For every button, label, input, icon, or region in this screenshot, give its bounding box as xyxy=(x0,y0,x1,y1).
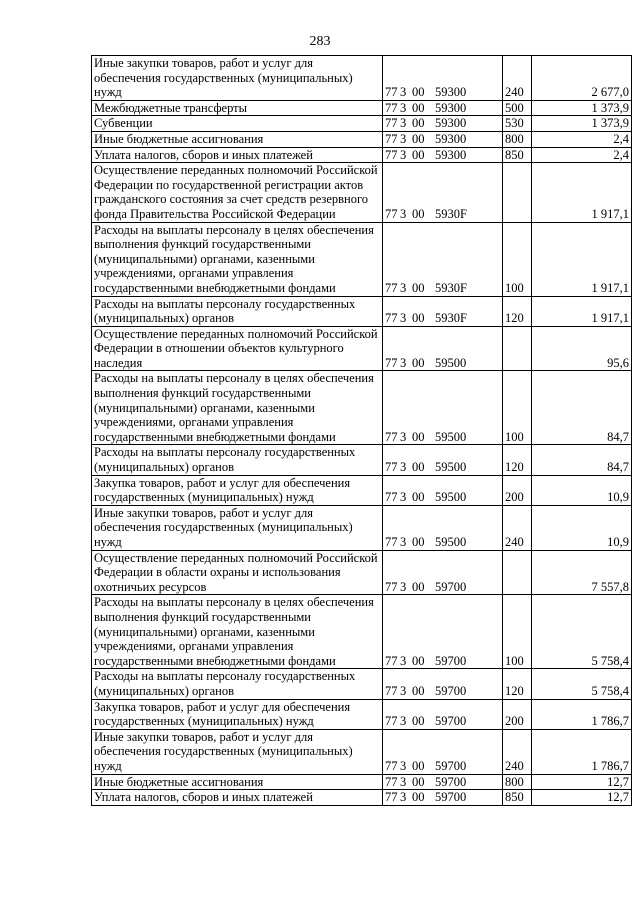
budget-table-body xyxy=(92,56,632,806)
csr-program: 77 xyxy=(385,790,398,805)
row-name: Расходы на выплаты персоналу в целях обеспечения выполнения функций государственными (муниципальными) органами, казенными учреждениями, органами управления государственными внебюджетными фондами xyxy=(92,222,383,296)
csr-direction: 59700 xyxy=(435,790,467,805)
csr-direction: 59500 xyxy=(435,429,467,444)
csr-program: 77 xyxy=(385,653,398,668)
csr-direction: 5930F xyxy=(435,311,467,326)
csr-direction: 5930F xyxy=(435,280,467,295)
csr-subprogram: 3 xyxy=(400,579,407,594)
csr-program: 77 xyxy=(385,490,398,505)
table-row xyxy=(92,550,632,595)
row-name: Закупка товаров, работ и услуг для обеспечения государственных (муниципальных) нужд xyxy=(92,475,383,505)
page-number: 283 xyxy=(309,34,331,49)
csr-event: 00 xyxy=(412,280,425,295)
csr-subprogram: 3 xyxy=(400,131,407,146)
row-name: Иные закупки товаров, работ и услуг для обеспечения государственных (муниципальных) нужд xyxy=(92,729,383,774)
row-sum: 7 557,8 xyxy=(532,550,632,595)
csr-event: 00 xyxy=(412,147,425,162)
csr-subprogram: 3 xyxy=(400,714,407,729)
row-name: Закупка товаров, работ и услуг для обеспечения государственных (муниципальных) нужд xyxy=(92,699,383,729)
row-expense-type: 120 xyxy=(503,445,532,475)
row-expense-type xyxy=(503,163,532,222)
row-name: Осуществление переданных полномочий Российской Федерации в отношении объектов культурного наследия xyxy=(92,326,383,371)
row-name: Расходы на выплаты персоналу государственных (муниципальных) органов xyxy=(92,669,383,699)
row-sum: 84,7 xyxy=(532,445,632,475)
row-expense-type: 120 xyxy=(503,669,532,699)
table-row xyxy=(92,371,632,445)
csr-program: 77 xyxy=(385,206,398,221)
row-expense-type: 100 xyxy=(503,595,532,669)
row-expense-type: 240 xyxy=(503,505,532,550)
row-name: Межбюджетные трансферты xyxy=(92,100,383,116)
table-row xyxy=(92,100,632,116)
csr-event: 00 xyxy=(412,460,425,475)
row-csr-code xyxy=(383,729,503,774)
csr-event: 00 xyxy=(412,429,425,444)
row-csr-code xyxy=(383,699,503,729)
table-row xyxy=(92,56,632,101)
table-row xyxy=(92,296,632,326)
row-sum: 2,4 xyxy=(532,131,632,147)
row-csr-code xyxy=(383,296,503,326)
csr-event: 00 xyxy=(412,714,425,729)
row-expense-type xyxy=(503,326,532,371)
row-csr-code xyxy=(383,116,503,132)
row-name: Уплата налогов, сборов и иных платежей xyxy=(92,790,383,806)
csr-direction: 59700 xyxy=(435,683,467,698)
row-sum: 5 758,4 xyxy=(532,595,632,669)
csr-subprogram: 3 xyxy=(400,206,407,221)
csr-subprogram: 3 xyxy=(400,683,407,698)
row-expense-type: 850 xyxy=(503,790,532,806)
table-row xyxy=(92,131,632,147)
csr-event: 00 xyxy=(412,116,425,131)
csr-direction: 59700 xyxy=(435,774,467,789)
row-expense-type: 200 xyxy=(503,475,532,505)
csr-program: 77 xyxy=(385,579,398,594)
row-sum: 1 786,7 xyxy=(532,699,632,729)
csr-program: 77 xyxy=(385,535,398,549)
csr-program: 77 xyxy=(385,280,398,295)
csr-event: 00 xyxy=(412,490,425,505)
row-sum: 5 758,4 xyxy=(532,669,632,699)
csr-direction: 5930F xyxy=(435,206,467,221)
csr-program: 77 xyxy=(385,131,398,146)
table-row xyxy=(92,774,632,790)
row-expense-type: 800 xyxy=(503,774,532,790)
csr-subprogram: 3 xyxy=(400,653,407,668)
table-row xyxy=(92,505,632,550)
csr-program: 77 xyxy=(385,116,398,131)
table-row xyxy=(92,222,632,296)
row-sum: 10,9 xyxy=(532,475,632,505)
csr-subprogram: 3 xyxy=(400,460,407,475)
table-row xyxy=(92,699,632,729)
csr-direction: 59700 xyxy=(435,758,467,773)
csr-direction: 59700 xyxy=(435,653,467,668)
csr-event: 00 xyxy=(412,355,425,370)
csr-event: 00 xyxy=(412,579,425,594)
row-expense-type: 500 xyxy=(503,100,532,116)
csr-direction: 59500 xyxy=(435,355,467,370)
csr-direction: 59300 xyxy=(435,85,467,100)
row-sum: 1 373,9 xyxy=(532,116,632,132)
table-row xyxy=(92,595,632,669)
csr-program: 77 xyxy=(385,100,398,115)
row-name: Иные бюджетные ассигнования xyxy=(92,131,383,147)
csr-event: 00 xyxy=(412,758,425,773)
csr-subprogram: 3 xyxy=(400,355,407,370)
row-csr-code xyxy=(383,669,503,699)
table-row xyxy=(92,326,632,371)
csr-event: 00 xyxy=(412,774,425,789)
row-sum: 1 917,1 xyxy=(532,163,632,222)
row-name: Расходы на выплаты персоналу в целях обеспечения выполнения функций государственными (муниципальными) органами, казенными учреждениями, органами управления государственными внебюджетными фондами xyxy=(92,371,383,445)
csr-direction: 59300 xyxy=(435,147,467,162)
row-csr-code xyxy=(383,147,503,163)
row-expense-type: 530 xyxy=(503,116,532,132)
csr-event: 00 xyxy=(412,85,425,100)
row-sum: 84,7 xyxy=(532,371,632,445)
row-sum: 1 917,1 xyxy=(532,222,632,296)
csr-subprogram: 3 xyxy=(400,790,407,805)
csr-program: 77 xyxy=(385,774,398,789)
row-sum: 12,7 xyxy=(532,790,632,806)
csr-event: 00 xyxy=(412,535,425,549)
csr-program: 77 xyxy=(385,429,398,444)
csr-direction: 59300 xyxy=(435,116,467,131)
row-expense-type: 200 xyxy=(503,699,532,729)
row-expense-type: 100 xyxy=(503,371,532,445)
table-row xyxy=(92,445,632,475)
row-name: Иные закупки товаров, работ и услуг для обеспечения государственных (муниципальных) нужд xyxy=(92,56,383,101)
csr-direction: 59500 xyxy=(435,490,467,505)
csr-direction: 59700 xyxy=(435,579,467,594)
row-expense-type: 240 xyxy=(503,56,532,101)
row-csr-code xyxy=(383,550,503,595)
row-expense-type xyxy=(503,550,532,595)
table-row xyxy=(92,669,632,699)
csr-event: 00 xyxy=(412,131,425,146)
row-expense-type: 240 xyxy=(503,729,532,774)
row-sum: 12,7 xyxy=(532,774,632,790)
csr-program: 77 xyxy=(385,311,398,326)
csr-program: 77 xyxy=(385,758,398,773)
csr-subprogram: 3 xyxy=(400,147,407,162)
table-row xyxy=(92,729,632,774)
row-csr-code xyxy=(383,326,503,371)
row-sum: 1 373,9 xyxy=(532,100,632,116)
csr-program: 77 xyxy=(385,460,398,475)
csr-program: 77 xyxy=(385,714,398,729)
row-name: Расходы на выплаты персоналу государственных (муниципальных) органов xyxy=(92,296,383,326)
csr-subprogram: 3 xyxy=(400,116,407,131)
row-sum: 10,9 xyxy=(532,505,632,550)
csr-subprogram: 3 xyxy=(400,85,407,100)
csr-subprogram: 3 xyxy=(400,280,407,295)
row-name: Расходы на выплаты персоналу государственных (муниципальных) органов xyxy=(92,445,383,475)
row-name: Уплата налогов, сборов и иных платежей xyxy=(92,147,383,163)
row-csr-code xyxy=(383,131,503,147)
row-csr-code xyxy=(383,222,503,296)
row-csr-code xyxy=(383,445,503,475)
csr-event: 00 xyxy=(412,790,425,805)
row-sum: 1 786,7 xyxy=(532,729,632,774)
csr-event: 00 xyxy=(412,683,425,698)
csr-subprogram: 3 xyxy=(400,100,407,115)
table-row xyxy=(92,790,632,806)
csr-event: 00 xyxy=(412,100,425,115)
csr-subprogram: 3 xyxy=(400,311,407,326)
table-row xyxy=(92,116,632,132)
csr-program: 77 xyxy=(385,355,398,370)
row-csr-code xyxy=(383,100,503,116)
row-sum: 2 677,0 xyxy=(532,56,632,101)
csr-program: 77 xyxy=(385,85,398,100)
csr-direction: 59700 xyxy=(435,714,467,729)
row-expense-type: 100 xyxy=(503,222,532,296)
budget-table xyxy=(91,55,632,806)
table-row xyxy=(92,163,632,222)
row-csr-code xyxy=(383,163,503,222)
table-row xyxy=(92,475,632,505)
row-name: Субвенции xyxy=(92,116,383,132)
csr-program: 77 xyxy=(385,147,398,162)
csr-subprogram: 3 xyxy=(400,774,407,789)
row-sum: 95,6 xyxy=(532,326,632,371)
row-sum: 1 917,1 xyxy=(532,296,632,326)
row-csr-code xyxy=(383,505,503,550)
csr-subprogram: 3 xyxy=(400,535,407,549)
row-name: Иные закупки товаров, работ и услуг для обеспечения государственных (муниципальных) нужд xyxy=(92,505,383,550)
row-name: Расходы на выплаты персоналу в целях обеспечения выполнения функций государственными (муниципальными) органами, казенными учреждениями, органами управления государственными внебюджетными фондами xyxy=(92,595,383,669)
csr-direction: 59300 xyxy=(435,100,467,115)
csr-event: 00 xyxy=(412,206,425,221)
row-csr-code xyxy=(383,475,503,505)
csr-subprogram: 3 xyxy=(400,490,407,505)
csr-direction: 59500 xyxy=(435,460,467,475)
csr-direction: 59500 xyxy=(435,535,467,549)
csr-subprogram: 3 xyxy=(400,429,407,444)
row-expense-type: 800 xyxy=(503,131,532,147)
csr-event: 00 xyxy=(412,653,425,668)
row-expense-type: 120 xyxy=(503,296,532,326)
csr-direction: 59300 xyxy=(435,131,467,146)
row-csr-code xyxy=(383,371,503,445)
row-csr-code xyxy=(383,790,503,806)
csr-event: 00 xyxy=(412,311,425,326)
csr-subprogram: 3 xyxy=(400,758,407,773)
csr-program: 77 xyxy=(385,683,398,698)
row-csr-code xyxy=(383,56,503,101)
row-expense-type: 850 xyxy=(503,147,532,163)
row-name: Осуществление переданных полномочий Российской Федерации в области охраны и использования охотничьих ресурсов xyxy=(92,550,383,595)
row-csr-code xyxy=(383,595,503,669)
row-sum: 2,4 xyxy=(532,147,632,163)
row-csr-code xyxy=(383,774,503,790)
table-row xyxy=(92,147,632,163)
row-name: Иные бюджетные ассигнования xyxy=(92,774,383,790)
row-name: Осуществление переданных полномочий Российской Федерации по государственной регистрации актов гражданского состояния за счет средств резервного фонда Правительства Российской Федерации xyxy=(92,163,383,222)
